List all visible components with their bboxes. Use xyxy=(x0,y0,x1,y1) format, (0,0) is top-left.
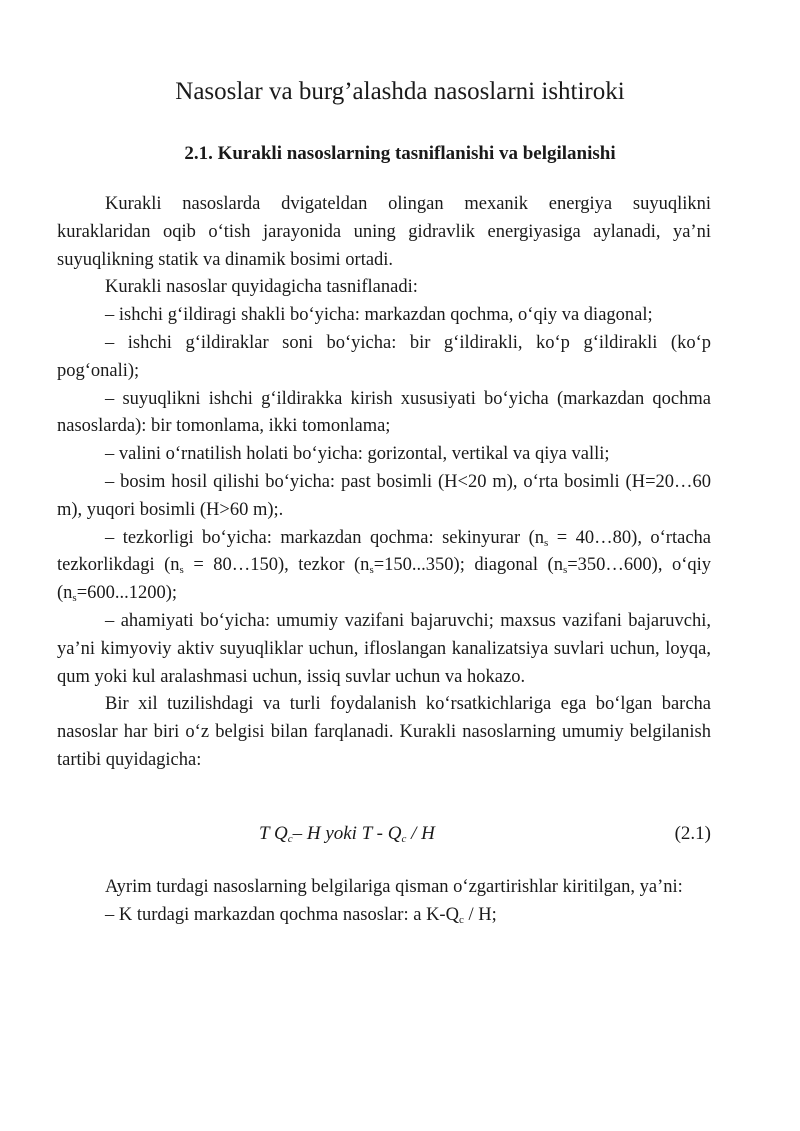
list-item: – suyuqlikni ishchi g‘ildirakka kirish xususiyati bo‘yicha (markazdan qochma nasoslarda): bir tomonlama, ikki tomonlama; xyxy=(57,388,711,437)
designation-paragraph: Bir xil tuzilishdagi va turli foydalanish ko‘rsatkichlariga ega bo‘lgan barcha nasoslar har biri o‘z belgisi bilan farqlanadi. Kurakli nasoslarning umumiy belgilanish tartibi quyidagicha: xyxy=(57,694,711,770)
speed-part: =600...1200); xyxy=(76,583,178,604)
formula-part: / H xyxy=(406,823,435,844)
subscript: s xyxy=(72,592,77,605)
subscript: s xyxy=(369,564,374,577)
speed-part: = 80…150), tezkor (n xyxy=(183,555,370,576)
speed-part: = 40…80), o‘rtacha tezkorlikdagi (n xyxy=(57,527,711,576)
formula-subscript: c xyxy=(401,833,407,845)
k-type-tail: / H; xyxy=(463,904,497,925)
speed-list-item xyxy=(57,525,711,608)
body-text-continued xyxy=(57,874,711,930)
changes-paragraph: Ayrim turdagi nasoslarning belgilariga qisman o‘zgartirishlar kiritilgan, ya’ni: xyxy=(105,877,683,897)
list-item: – ishchi g‘ildiragi shakli bo‘yicha: markazdan qochma, o‘qiy va diagonal; xyxy=(105,305,653,326)
k-type-list-item xyxy=(57,902,711,930)
formula-row xyxy=(57,823,711,853)
formula-subscript: c xyxy=(287,833,293,845)
speed-part: =350…600), o‘qiy (n xyxy=(57,555,712,604)
list-item: – bosim hosil qilishi bo‘yicha: past bosimli (H<20 m), o‘rta bosimli (H=20…60 m), yuqori bosimli (H>60 m);. xyxy=(57,471,711,520)
formula-number: (2.1) xyxy=(674,823,711,844)
list-item: – valini o‘rnatilish holati bo‘yicha: gorizontal, vertikal va qiya valli; xyxy=(105,444,610,465)
page-title: Nasoslar va burg’alashda nasoslarni ishtiroki xyxy=(175,78,625,105)
formula-part: – H yoki T - Q xyxy=(292,823,402,844)
formula-part: T Q xyxy=(259,823,288,844)
list-item: – ishchi g‘ildiraklar soni bo‘yicha: bir g‘ildirakli, ko‘p g‘ildirakli (ko‘p pog‘onali); xyxy=(57,332,711,381)
speed-lead: – tezkorligi bo‘yicha: markazdan qochma: sekinyurar (n xyxy=(105,527,545,548)
intro-paragraph: Kurakli nasoslarda dvigateldan olingan mexanik energiya suyuqlikni kuraklaridan oqib o‘tish jarayonida uning gidravlik energiyasiga aylanadi, ya’ni suyuqlikning statik va dinamik bosimi ortadi. xyxy=(57,194,711,270)
subscript: c xyxy=(458,913,464,926)
purpose-list-item: – ahamiyati bo‘yicha: umumiy vazifani bajaruvchi; maxsus vazifani bajaruvchi, ya’ni kimyoviy aktiv suyuqliklar uchun, ifloslangan kanalizatsiya suvlari uchun, loyqa, qum yoki kul aralashmasi uchun, issiq suvlar uchun va hokazo. xyxy=(57,610,711,687)
speed-part: =150...350); diagonal (n xyxy=(373,555,563,576)
subscript: s xyxy=(562,564,568,577)
subscript: s xyxy=(544,536,549,549)
subscript: s xyxy=(179,564,184,577)
section-heading: 2.1. Kurakli nasoslarning tasniflanishi va belgilanishi xyxy=(184,143,616,164)
k-type-text: – K turdagi markazdan qochma nasoslar: a K-Q xyxy=(105,904,459,925)
body-text xyxy=(57,191,711,775)
formula-expression xyxy=(259,823,435,845)
classification-intro: Kurakli nasoslar quyidagicha tasniflanadi: xyxy=(105,277,418,298)
